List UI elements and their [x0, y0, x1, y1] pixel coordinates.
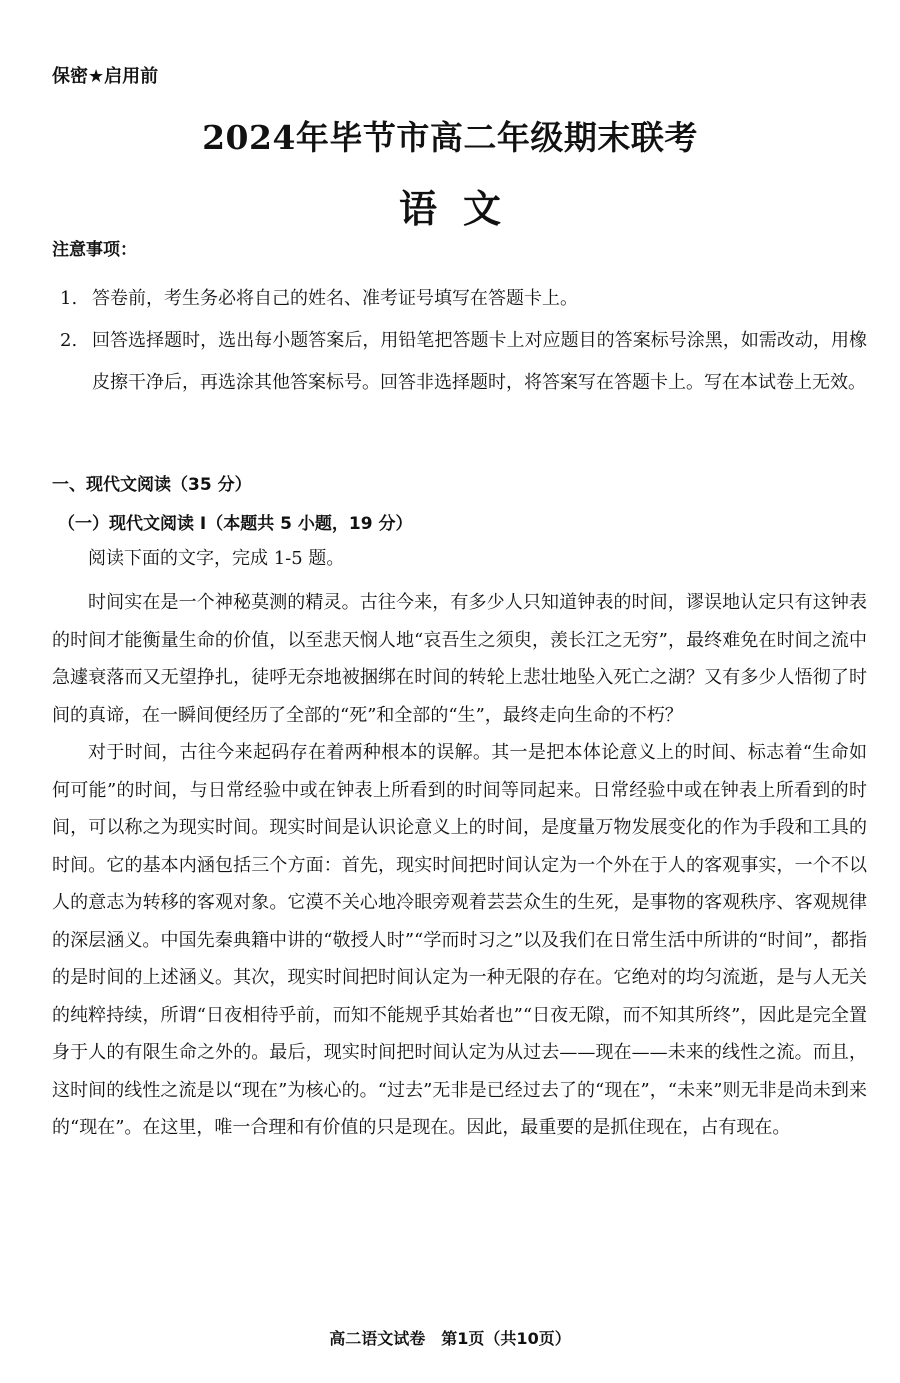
- notice-item: [52, 278, 867, 320]
- section-heading: 一、现代文阅读（35 分）: [52, 475, 252, 495]
- exam-title: 2024年毕节市高二年级期末联考: [202, 118, 698, 157]
- notice-number: 2.: [60, 330, 78, 351]
- notice-list: [52, 278, 867, 404]
- confidential-label: 保密★启用前: [52, 66, 159, 87]
- subject-title: 语文: [398, 186, 527, 231]
- reading-instruction: 阅读下面的文字，完成 1-5 题。: [88, 548, 345, 569]
- reading-passage: [52, 584, 867, 1147]
- passage-paragraph: 对于时间，古往今来起码存在着两种根本的误解。其一是把本体论意义上的时间、标志着“生命如何可能”的时间，与日常经验中或在钟表上所看到的时间等同起来。日常经验中或在钟表上所看到的时间，可以称之为现实时间。现实时间是认识论意义上的时间，是度量万物发展变化的作为手段和工具的时间。它的基本内涵包括三个方面：首先，现实时间把时间认定为一个外在于人的客观事实，一个不以人的意志为转移的客观对象。它漠不关心地冷眼旁观着芸芸众生的生死，是事物的客观秩序、客观规律的深层涵义。中国先秦典籍中讲的“敬授人时”“学而时习之”以及我们在日常生活中所讲的“时间”，都指的是时间的上述涵义。其次，现实时间把时间认定为一种无限的存在。它绝对的均匀流逝，是与人无关的纯粹持续，所谓“日夜相待乎前，而知不能规乎其始者也”“日夜无隙，而不知其所终”，因此是完全置身于人的有限生命之外的。最后，现实时间把时间认定为从过去——现在——未来的线性之流。而且，这时间的线性之流是以“现在”为核心的。“过去”无非是已经过去了的“现在”，“未来”则无非是尚未到来的“现在”。在这里，唯一合理和有价值的只是现在。因此，最重要的是抓住现在，占有现在。: [52, 742, 867, 1138]
- notice-item: [52, 320, 867, 404]
- page-footer: 高二语文试卷 第1页（共10页）: [329, 1329, 571, 1348]
- notice-text: 答卷前，考生务必将自己的姓名、准考证号填写在答题卡上。: [92, 288, 578, 309]
- notice-heading: 注意事项：: [52, 240, 137, 260]
- notice-number: 1.: [60, 288, 78, 309]
- subsection-heading: （一）现代文阅读 I（本题共 5 小题，19 分）: [58, 514, 413, 534]
- passage-paragraph: 时间实在是一个神秘莫测的精灵。古往今来，有多少人只知道钟表的时间，谬误地认定只有这钟表的时间才能衡量生命的价值，以至悲天悯人地“哀吾生之须臾，羡长江之无穷”，最终难免在时间之流中急遽衰落而又无望挣扎，徒呼无奈地被捆绑在时间的转轮上悲壮地坠入死亡之湖？又有多少人悟彻了时间的真谛，在一瞬间便经历了全部的“死”和全部的“生”，最终走向生命的不朽？: [52, 592, 867, 726]
- notice-text: 回答选择题时，选出每小题答案后，用铅笔把答题卡上对应题目的答案标号涂黑，如需改动，用橡皮擦干净后，再选涂其他答案标号。回答非选择题时，将答案写在答题卡上。写在本试卷上无效。: [92, 330, 867, 393]
